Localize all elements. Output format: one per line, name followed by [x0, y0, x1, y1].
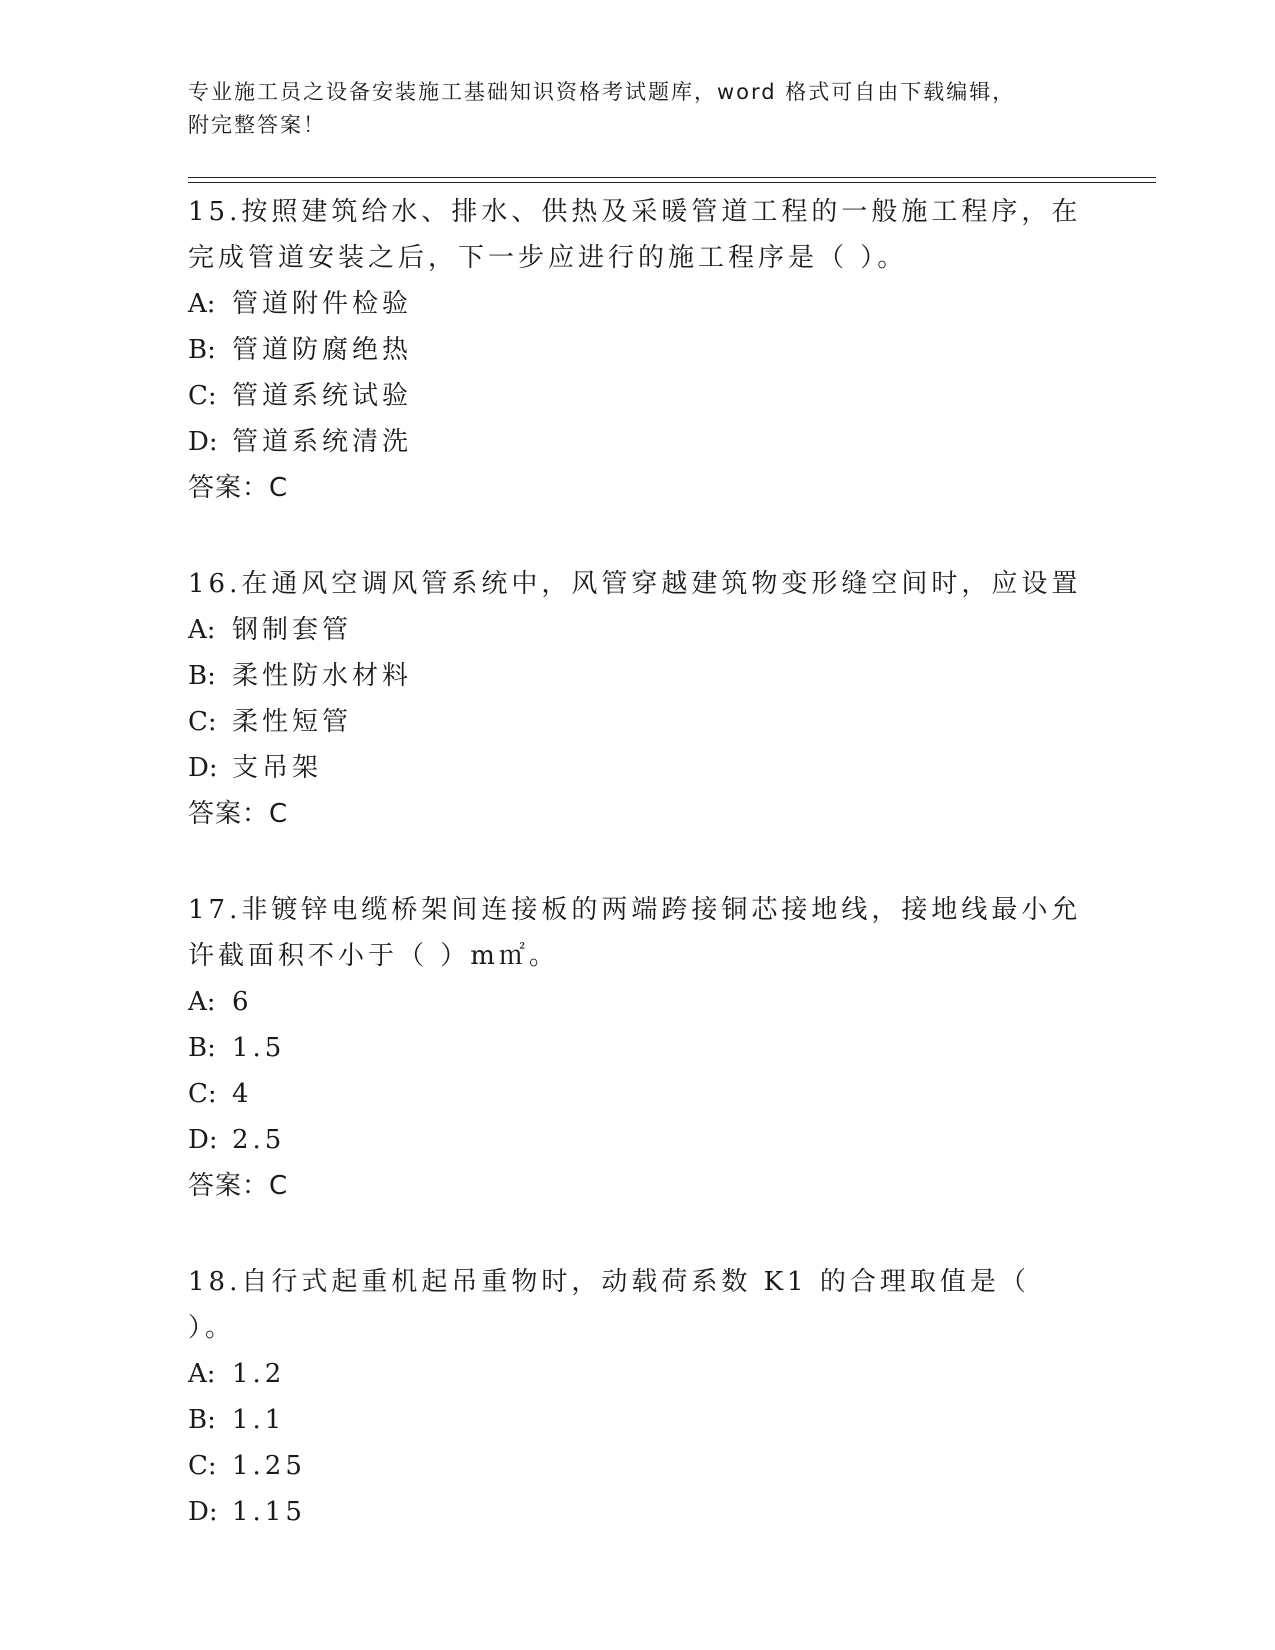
option-text: 2.5 — [232, 1125, 286, 1155]
option-key: C: — [188, 381, 217, 411]
option-text: 管道系统试验 — [232, 381, 413, 411]
option-key: B: — [188, 335, 216, 365]
option-c — [188, 373, 1088, 419]
option-key: C: — [188, 1451, 217, 1481]
option-text: 管道附件检验 — [232, 289, 413, 319]
option-key: C: — [188, 1079, 217, 1109]
option-d — [188, 745, 1088, 791]
question-17 — [188, 887, 1088, 1209]
option-key: A: — [188, 615, 216, 645]
option-text: 支吊架 — [232, 753, 323, 783]
document-header — [188, 76, 1088, 142]
header-divider-top — [188, 177, 1156, 178]
question-16 — [188, 561, 1088, 837]
option-text: 1.25 — [232, 1451, 306, 1481]
option-a — [188, 281, 1088, 327]
question-list — [188, 189, 1088, 1585]
option-text: 1.2 — [232, 1359, 286, 1389]
option-c — [188, 699, 1088, 745]
header-line-1: 专业施工员之设备安装施工基础知识资格考试题库，word 格式可自由下载编辑， — [188, 80, 1016, 104]
option-b — [188, 1025, 1088, 1071]
header-line-2: 附完整答案！ — [188, 113, 326, 137]
option-d — [188, 419, 1088, 465]
option-key: D: — [188, 753, 218, 783]
option-text: 1.1 — [232, 1405, 286, 1435]
option-key: D: — [188, 1497, 218, 1527]
option-b — [188, 1397, 1088, 1443]
option-text: 1.5 — [232, 1033, 286, 1063]
option-a — [188, 1351, 1088, 1397]
option-text: 柔性短管 — [232, 707, 353, 737]
option-text: 4 — [232, 1079, 253, 1109]
option-a — [188, 979, 1088, 1025]
answer-line: 答案：C — [188, 473, 289, 503]
option-text: 钢制套管 — [232, 615, 353, 645]
question-18 — [188, 1259, 1088, 1535]
option-key: A: — [188, 1359, 216, 1389]
answer-line: 答案：C — [188, 1171, 289, 1201]
option-text: 管道防腐绝热 — [232, 335, 413, 365]
question-stem: 18.自行式起重机起吊重物时，动载荷系数 K1 的合理取值是（ ）。 — [188, 1267, 1030, 1343]
option-key: B: — [188, 1405, 216, 1435]
header-divider-bottom — [188, 182, 1156, 183]
option-a — [188, 607, 1088, 653]
option-text: 柔性防水材料 — [232, 661, 413, 691]
option-d — [188, 1489, 1088, 1535]
option-key: A: — [188, 987, 216, 1017]
option-c — [188, 1443, 1088, 1489]
question-stem: 16.在通风空调风管系统中，风管穿越建筑物变形缝空间时，应设置 — [188, 569, 1082, 599]
option-text: 1.15 — [232, 1497, 306, 1527]
answer-line: 答案：C — [188, 799, 289, 829]
option-d — [188, 1117, 1088, 1163]
question-stem: 17.非镀锌电缆桥架间连接板的两端跨接铜芯接地线，接地线最小允许截面积不小于（ ）m㎡。 — [188, 895, 1082, 971]
option-c — [188, 1071, 1088, 1117]
option-key: B: — [188, 661, 216, 691]
question-stem: 15.按照建筑给水、排水、供热及采暖管道工程的一般施工程序，在完成管道安装之后，下一步应进行的施工程序是（ ）。 — [188, 197, 1082, 273]
option-key: C: — [188, 707, 217, 737]
option-key: D: — [188, 1125, 218, 1155]
option-key: B: — [188, 1033, 216, 1063]
option-b — [188, 653, 1088, 699]
option-key: D: — [188, 427, 218, 457]
option-b — [188, 327, 1088, 373]
option-text: 管道系统清洗 — [232, 427, 413, 457]
option-text: 6 — [232, 987, 253, 1017]
option-key: A: — [188, 289, 216, 319]
question-15 — [188, 189, 1088, 511]
